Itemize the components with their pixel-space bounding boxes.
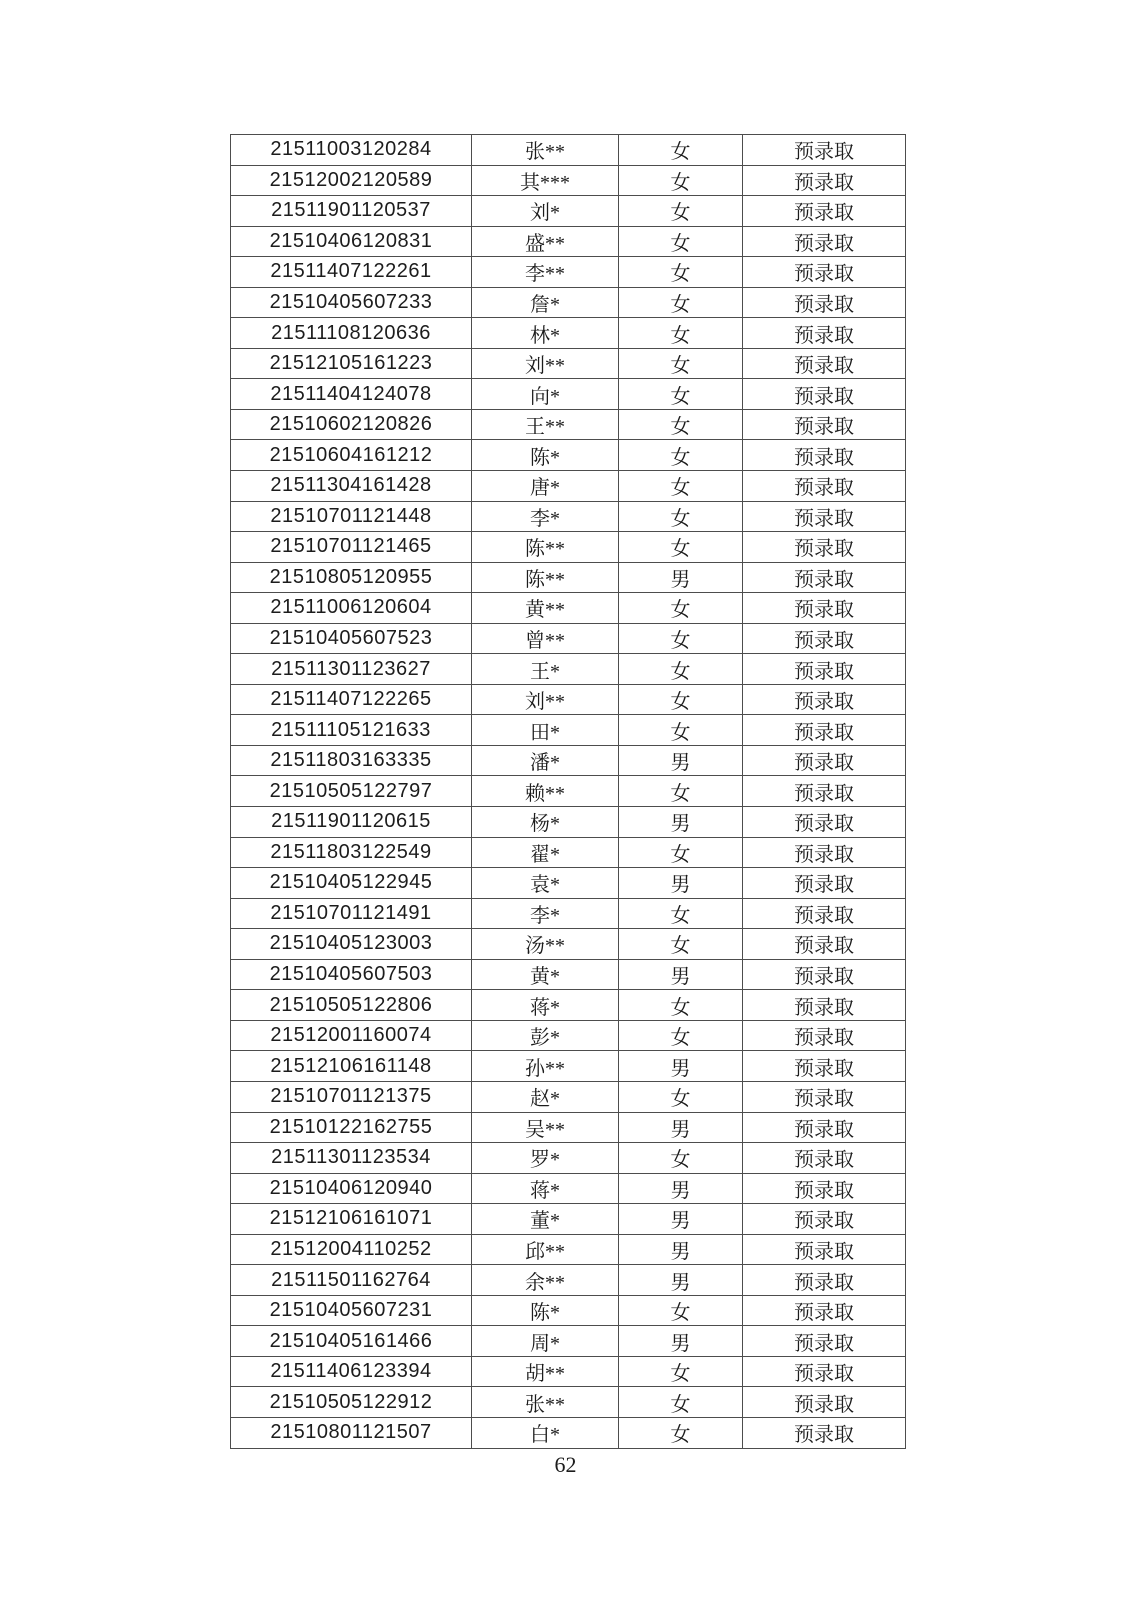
candidate-gender: 女 bbox=[619, 532, 743, 563]
admission-status: 预录取 bbox=[743, 1173, 906, 1204]
candidate-id: 21511003120284 bbox=[231, 135, 472, 166]
admission-status: 预录取 bbox=[743, 1020, 906, 1051]
candidate-name: 刘** bbox=[472, 684, 619, 715]
admission-status: 预录取 bbox=[743, 837, 906, 868]
admission-status: 预录取 bbox=[743, 257, 906, 288]
candidate-gender: 男 bbox=[619, 868, 743, 899]
admission-status: 预录取 bbox=[743, 623, 906, 654]
table-row bbox=[231, 990, 906, 1021]
candidate-gender: 女 bbox=[619, 684, 743, 715]
candidate-name: 唐* bbox=[472, 471, 619, 502]
admission-status: 预录取 bbox=[743, 654, 906, 685]
candidate-id: 21511901120537 bbox=[231, 196, 472, 227]
table-row bbox=[231, 1326, 906, 1357]
admission-status: 预录取 bbox=[743, 868, 906, 899]
candidate-name: 曾** bbox=[472, 623, 619, 654]
candidate-id: 21510405607523 bbox=[231, 623, 472, 654]
candidate-id: 21511901120615 bbox=[231, 807, 472, 838]
candidate-gender: 女 bbox=[619, 593, 743, 624]
admission-status: 预录取 bbox=[743, 898, 906, 929]
admission-status: 预录取 bbox=[743, 1387, 906, 1418]
candidate-id: 21510406120831 bbox=[231, 226, 472, 257]
candidate-gender: 女 bbox=[619, 318, 743, 349]
candidate-id: 21512105161223 bbox=[231, 348, 472, 379]
candidate-gender: 女 bbox=[619, 1417, 743, 1448]
candidate-gender: 女 bbox=[619, 135, 743, 166]
admission-status: 预录取 bbox=[743, 1081, 906, 1112]
candidate-gender: 男 bbox=[619, 1112, 743, 1143]
table-row bbox=[231, 501, 906, 532]
candidate-name: 陈** bbox=[472, 532, 619, 563]
candidate-name: 陈* bbox=[472, 1295, 619, 1326]
candidate-name: 盛** bbox=[472, 226, 619, 257]
candidate-name: 汤** bbox=[472, 929, 619, 960]
table-row bbox=[231, 1295, 906, 1326]
candidate-name: 潘* bbox=[472, 745, 619, 776]
candidate-id: 21512004110252 bbox=[231, 1234, 472, 1265]
table-row bbox=[231, 1387, 906, 1418]
table-row bbox=[231, 1204, 906, 1235]
candidate-id: 21510505122912 bbox=[231, 1387, 472, 1418]
candidate-gender: 女 bbox=[619, 929, 743, 960]
candidate-name: 刘** bbox=[472, 348, 619, 379]
candidate-id: 21511301123534 bbox=[231, 1143, 472, 1174]
table-row bbox=[231, 593, 906, 624]
table-row bbox=[231, 1417, 906, 1448]
candidate-name: 袁* bbox=[472, 868, 619, 899]
table-row bbox=[231, 868, 906, 899]
table-row bbox=[231, 562, 906, 593]
candidate-gender: 女 bbox=[619, 898, 743, 929]
admission-status: 预录取 bbox=[743, 1051, 906, 1082]
candidate-name: 胡** bbox=[472, 1356, 619, 1387]
admission-status: 预录取 bbox=[743, 135, 906, 166]
candidate-id: 21510405122945 bbox=[231, 868, 472, 899]
candidate-name: 王* bbox=[472, 654, 619, 685]
candidate-gender: 男 bbox=[619, 959, 743, 990]
table-row bbox=[231, 959, 906, 990]
candidate-id: 21510701121375 bbox=[231, 1081, 472, 1112]
candidate-gender: 女 bbox=[619, 1295, 743, 1326]
candidate-gender: 女 bbox=[619, 654, 743, 685]
candidate-name: 杨* bbox=[472, 807, 619, 838]
table-row bbox=[231, 348, 906, 379]
candidate-gender: 女 bbox=[619, 1020, 743, 1051]
candidate-name: 白* bbox=[472, 1417, 619, 1448]
table-row bbox=[231, 287, 906, 318]
admission-status: 预录取 bbox=[743, 1417, 906, 1448]
candidate-id: 21511407122265 bbox=[231, 684, 472, 715]
candidate-id: 21510505122806 bbox=[231, 990, 472, 1021]
candidate-name: 陈* bbox=[472, 440, 619, 471]
admission-status: 预录取 bbox=[743, 287, 906, 318]
candidate-name: 张** bbox=[472, 1387, 619, 1418]
admission-status: 预录取 bbox=[743, 501, 906, 532]
candidate-id: 21512001160074 bbox=[231, 1020, 472, 1051]
candidate-name: 邱** bbox=[472, 1234, 619, 1265]
candidate-name: 赵* bbox=[472, 1081, 619, 1112]
candidate-gender: 女 bbox=[619, 348, 743, 379]
page-number: 62 bbox=[554, 1452, 577, 1477]
candidate-name: 董* bbox=[472, 1204, 619, 1235]
candidate-id: 21510701121448 bbox=[231, 501, 472, 532]
candidate-id: 21510604161212 bbox=[231, 440, 472, 471]
admission-status: 预录取 bbox=[743, 1112, 906, 1143]
candidate-gender: 女 bbox=[619, 257, 743, 288]
table-row bbox=[231, 1112, 906, 1143]
candidate-gender: 女 bbox=[619, 1387, 743, 1418]
candidate-name: 吴** bbox=[472, 1112, 619, 1143]
candidate-id: 21510805120955 bbox=[231, 562, 472, 593]
admission-status: 预录取 bbox=[743, 1295, 906, 1326]
candidate-id: 21511404124078 bbox=[231, 379, 472, 410]
candidate-gender: 男 bbox=[619, 1326, 743, 1357]
candidate-id: 21510405123003 bbox=[231, 929, 472, 960]
admission-status: 预录取 bbox=[743, 440, 906, 471]
candidate-name: 张** bbox=[472, 135, 619, 166]
candidate-id: 21511108120636 bbox=[231, 318, 472, 349]
candidate-name: 王** bbox=[472, 409, 619, 440]
admission-status: 预录取 bbox=[743, 226, 906, 257]
candidate-name: 孙** bbox=[472, 1051, 619, 1082]
candidate-id: 21510406120940 bbox=[231, 1173, 472, 1204]
candidate-gender: 女 bbox=[619, 990, 743, 1021]
candidate-gender: 女 bbox=[619, 501, 743, 532]
candidate-gender: 女 bbox=[619, 165, 743, 196]
candidate-name: 蒋* bbox=[472, 1173, 619, 1204]
candidate-id: 21510505122797 bbox=[231, 776, 472, 807]
table-row bbox=[231, 165, 906, 196]
admission-status: 预录取 bbox=[743, 471, 906, 502]
candidate-name: 黄* bbox=[472, 959, 619, 990]
table-row bbox=[231, 929, 906, 960]
table-row bbox=[231, 1234, 906, 1265]
candidate-id: 21512002120589 bbox=[231, 165, 472, 196]
table-row bbox=[231, 623, 906, 654]
candidate-name: 向* bbox=[472, 379, 619, 410]
candidate-gender: 女 bbox=[619, 226, 743, 257]
admission-status: 预录取 bbox=[743, 929, 906, 960]
candidate-name: 蒋* bbox=[472, 990, 619, 1021]
candidate-gender: 男 bbox=[619, 1051, 743, 1082]
candidate-gender: 女 bbox=[619, 471, 743, 502]
candidate-id: 21512106161071 bbox=[231, 1204, 472, 1235]
admission-status: 预录取 bbox=[743, 1265, 906, 1296]
candidate-id: 21510122162755 bbox=[231, 1112, 472, 1143]
candidate-id: 21511407122261 bbox=[231, 257, 472, 288]
admission-status: 预录取 bbox=[743, 807, 906, 838]
candidate-gender: 女 bbox=[619, 1356, 743, 1387]
candidate-name: 赖** bbox=[472, 776, 619, 807]
table-row bbox=[231, 1020, 906, 1051]
table-row bbox=[231, 379, 906, 410]
admission-status: 预录取 bbox=[743, 776, 906, 807]
table-row bbox=[231, 532, 906, 563]
admission-status: 预录取 bbox=[743, 745, 906, 776]
candidate-gender: 女 bbox=[619, 623, 743, 654]
candidate-id: 21510701121491 bbox=[231, 898, 472, 929]
admission-roster-table bbox=[230, 134, 906, 1449]
candidate-id: 21511301123627 bbox=[231, 654, 472, 685]
candidate-name: 李** bbox=[472, 257, 619, 288]
candidate-name: 其*** bbox=[472, 165, 619, 196]
admission-status: 预录取 bbox=[743, 196, 906, 227]
candidate-gender: 男 bbox=[619, 745, 743, 776]
table-row bbox=[231, 440, 906, 471]
candidate-gender: 女 bbox=[619, 837, 743, 868]
candidate-gender: 女 bbox=[619, 1143, 743, 1174]
admission-status: 预录取 bbox=[743, 318, 906, 349]
table-row bbox=[231, 898, 906, 929]
table-row bbox=[231, 1356, 906, 1387]
admission-status: 预录取 bbox=[743, 1143, 906, 1174]
admission-status: 预录取 bbox=[743, 562, 906, 593]
table-row bbox=[231, 196, 906, 227]
table-row bbox=[231, 654, 906, 685]
table-row bbox=[231, 257, 906, 288]
candidate-id: 21511406123394 bbox=[231, 1356, 472, 1387]
candidate-id: 21510405607233 bbox=[231, 287, 472, 318]
admission-status: 预录取 bbox=[743, 959, 906, 990]
candidate-gender: 女 bbox=[619, 409, 743, 440]
candidate-id: 21510405161466 bbox=[231, 1326, 472, 1357]
candidate-gender: 女 bbox=[619, 196, 743, 227]
table-row bbox=[231, 715, 906, 746]
candidate-gender: 男 bbox=[619, 1204, 743, 1235]
candidate-id: 21510405607503 bbox=[231, 959, 472, 990]
candidate-name: 陈** bbox=[472, 562, 619, 593]
admission-status: 预录取 bbox=[743, 1234, 906, 1265]
admission-status: 预录取 bbox=[743, 990, 906, 1021]
candidate-gender: 女 bbox=[619, 715, 743, 746]
candidate-id: 21511501162764 bbox=[231, 1265, 472, 1296]
table-row bbox=[231, 226, 906, 257]
table-row bbox=[231, 745, 906, 776]
candidate-gender: 女 bbox=[619, 379, 743, 410]
table-row bbox=[231, 807, 906, 838]
candidate-gender: 男 bbox=[619, 1173, 743, 1204]
candidate-gender: 男 bbox=[619, 1234, 743, 1265]
candidate-id: 21511006120604 bbox=[231, 593, 472, 624]
candidate-name: 周* bbox=[472, 1326, 619, 1357]
candidate-gender: 男 bbox=[619, 562, 743, 593]
table-row bbox=[231, 1265, 906, 1296]
admission-status: 预录取 bbox=[743, 684, 906, 715]
candidate-name: 田* bbox=[472, 715, 619, 746]
candidate-id: 21510701121465 bbox=[231, 532, 472, 563]
admission-status: 预录取 bbox=[743, 1204, 906, 1235]
candidate-gender: 女 bbox=[619, 1081, 743, 1112]
table-row bbox=[231, 1143, 906, 1174]
table-row bbox=[231, 471, 906, 502]
candidate-gender: 女 bbox=[619, 440, 743, 471]
table-row bbox=[231, 837, 906, 868]
table-row bbox=[231, 1081, 906, 1112]
candidate-id: 21510602120826 bbox=[231, 409, 472, 440]
candidate-id: 21510405607231 bbox=[231, 1295, 472, 1326]
candidate-gender: 男 bbox=[619, 1265, 743, 1296]
candidate-id: 21511304161428 bbox=[231, 471, 472, 502]
candidate-name: 彭* bbox=[472, 1020, 619, 1051]
candidate-gender: 男 bbox=[619, 807, 743, 838]
candidate-gender: 女 bbox=[619, 287, 743, 318]
candidate-name: 李* bbox=[472, 501, 619, 532]
table-row bbox=[231, 318, 906, 349]
candidate-id: 21511105121633 bbox=[231, 715, 472, 746]
candidate-name: 刘* bbox=[472, 196, 619, 227]
candidate-name: 罗* bbox=[472, 1143, 619, 1174]
admission-status: 预录取 bbox=[743, 532, 906, 563]
admission-status: 预录取 bbox=[743, 593, 906, 624]
admission-status: 预录取 bbox=[743, 165, 906, 196]
candidate-id: 21510801121507 bbox=[231, 1417, 472, 1448]
candidate-name: 李* bbox=[472, 898, 619, 929]
candidate-name: 黄** bbox=[472, 593, 619, 624]
candidate-name: 翟* bbox=[472, 837, 619, 868]
candidate-id: 21511803163335 bbox=[231, 745, 472, 776]
table-row bbox=[231, 684, 906, 715]
admission-status: 预录取 bbox=[743, 1356, 906, 1387]
table-row bbox=[231, 135, 906, 166]
table-row bbox=[231, 409, 906, 440]
candidate-id: 21512106161148 bbox=[231, 1051, 472, 1082]
table-row bbox=[231, 1173, 906, 1204]
table-row bbox=[231, 776, 906, 807]
candidate-name: 林* bbox=[472, 318, 619, 349]
table-row bbox=[231, 1051, 906, 1082]
admission-status: 预录取 bbox=[743, 348, 906, 379]
admission-status: 预录取 bbox=[743, 409, 906, 440]
admission-status: 预录取 bbox=[743, 1326, 906, 1357]
admission-status: 预录取 bbox=[743, 715, 906, 746]
candidate-gender: 女 bbox=[619, 776, 743, 807]
candidate-name: 余** bbox=[472, 1265, 619, 1296]
candidate-id: 21511803122549 bbox=[231, 837, 472, 868]
candidate-name: 詹* bbox=[472, 287, 619, 318]
admission-status: 预录取 bbox=[743, 379, 906, 410]
